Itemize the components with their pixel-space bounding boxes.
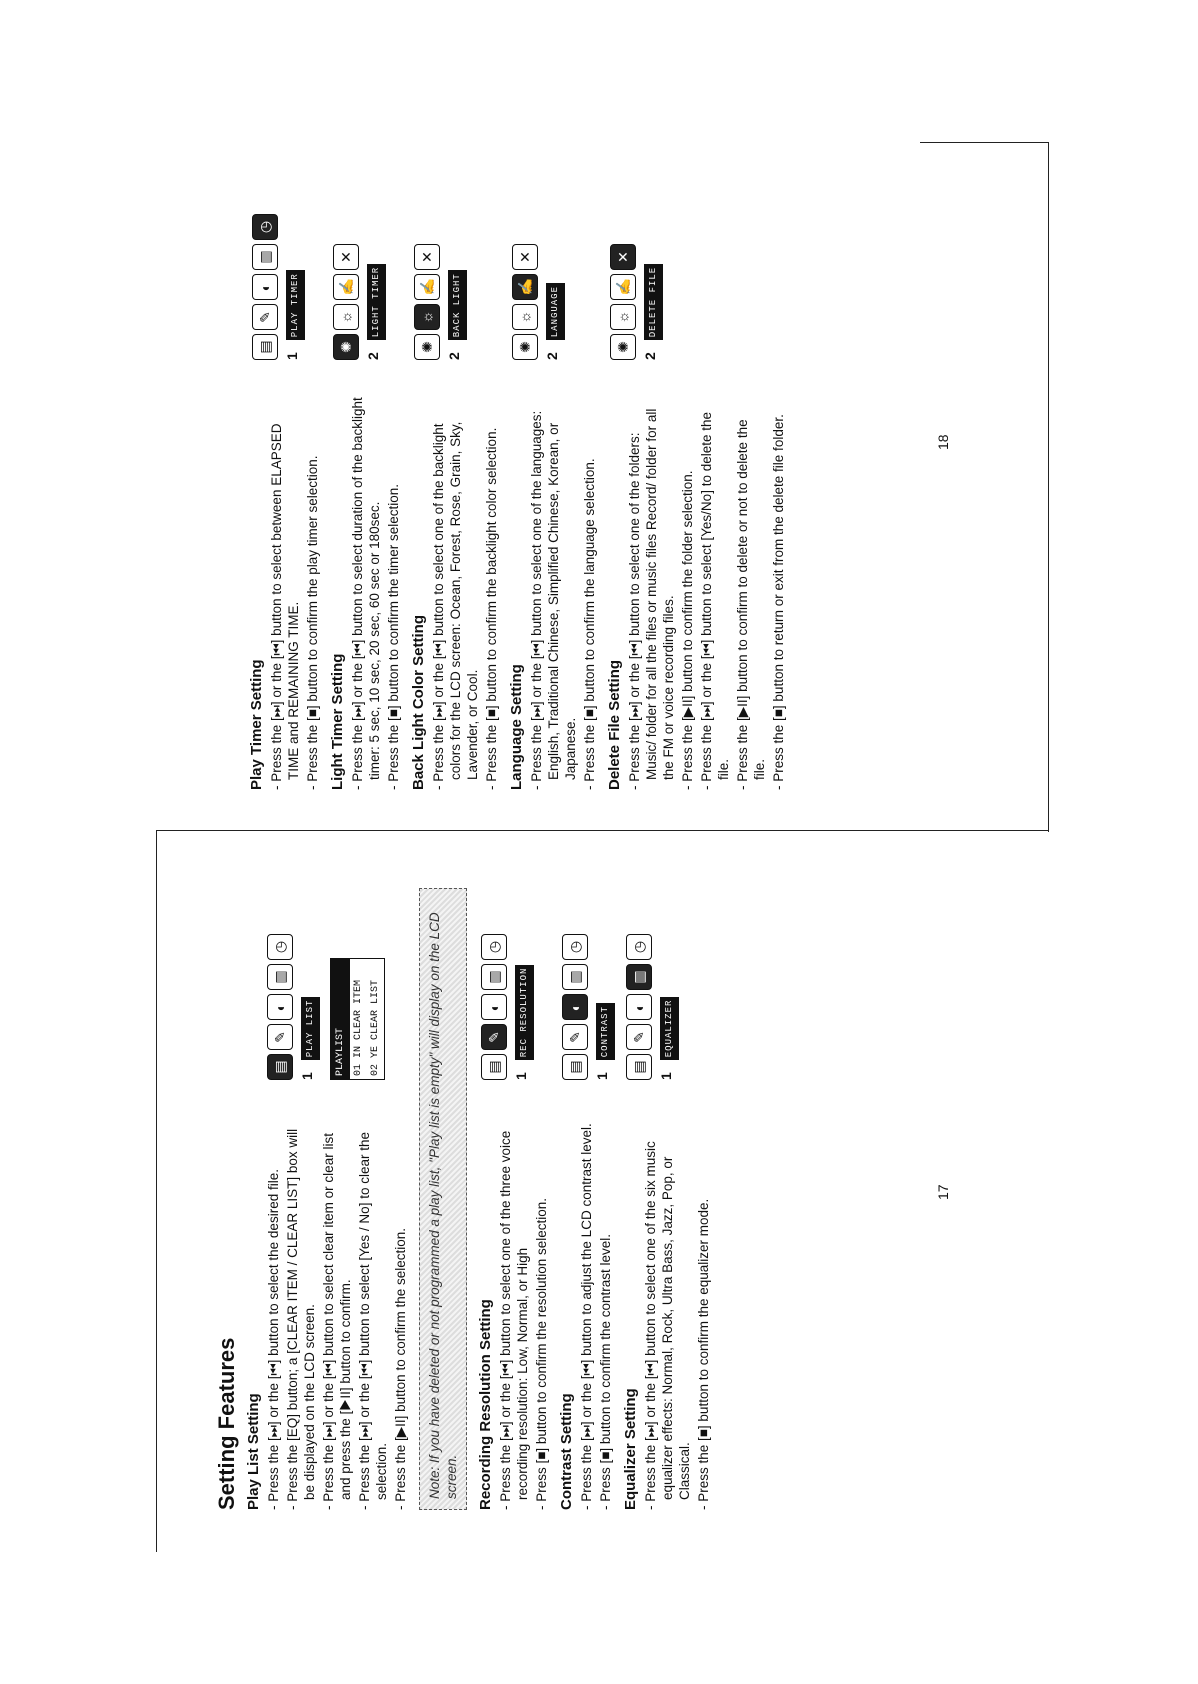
equalizer-icon: ▥ [481, 964, 507, 990]
menu-figure [481, 934, 534, 1080]
page-number: 17 [935, 1184, 951, 1200]
clock-icon: ◷ [252, 214, 278, 240]
contrast-icon: ◐ [626, 994, 652, 1020]
figure-number: 2 [642, 352, 658, 360]
lcd-label: EQUALIZER [660, 997, 679, 1061]
lcd-label: LIGHT TIMER [367, 264, 386, 340]
document-icon: ▤ [267, 1054, 293, 1080]
equalizer-icon: ▥ [252, 244, 278, 270]
delete-file-icon: ✕ [414, 244, 440, 270]
bullet: - Press the [⏭] or the [⏮] button to select one of the six music equalizer effects: Normal, Rock, Ultra Bass, Jazz, Pop, or Classical. [643, 1141, 692, 1510]
pencil-icon: ✍ [414, 274, 440, 300]
clock-icon: ◷ [267, 934, 293, 960]
page-number: 18 [935, 434, 951, 450]
playlist-box [330, 958, 385, 1080]
bullet: - Press the [■] button to return or exit from the delete file folder. [771, 414, 786, 790]
delete-file-icon: ✕ [512, 244, 538, 270]
figure-number: 1 [299, 1072, 315, 1080]
bullet: - Press the [⏭] or the [⏮] button to select [Yes / No] to clear the selection. [357, 1132, 389, 1510]
bullet: - Press the [⏭] or the [⏮] button to select one of the backlight colors for the LCD screen: Ocean, Forest, Rose, Grain, Sky, Lavender, or Cool. [431, 421, 480, 790]
page-title: Setting Features [214, 1337, 239, 1510]
contrast-icon: ◐ [267, 994, 293, 1020]
section-heading: Light Timer Setting [329, 653, 346, 790]
bullet: - Press the [▶II] button to confirm the selection. [393, 1227, 408, 1510]
figure-number: 2 [365, 352, 381, 360]
pencil-icon: ✍ [333, 274, 359, 300]
bullet: - Press the [EQ] button; a [CLEAR ITEM / CLEAR LIST] box will be displayed on the LCD screen. [285, 1128, 317, 1510]
menu-figure [610, 244, 663, 360]
lcd-label: PLAY LIST [301, 997, 320, 1061]
document-icon: ▤ [481, 1054, 507, 1080]
section-language [508, 140, 598, 790]
section-heading: Play Timer Setting [248, 659, 265, 790]
bullet: - Press the [⏭] or the [⏮] button to select between ELAPSED TIME and REMAINING TIME. [269, 423, 301, 790]
bullet: - Press the [⏭] or the [⏮] button to select one of the three voice recording resolution: Low, Normal, or High [498, 1130, 530, 1510]
tools-icon: ✎ [562, 1024, 588, 1050]
clock-icon: ◷ [562, 934, 588, 960]
sun-icon: ☼ [414, 304, 440, 330]
bullet: - Press the [■] button to confirm the equalizer mode. [696, 1198, 711, 1510]
page-18 [240, 140, 793, 790]
section-delete-file [606, 140, 787, 790]
clock-icon: ◷ [481, 934, 507, 960]
document-icon: ▤ [252, 334, 278, 360]
rotated-spread [200, 120, 980, 1530]
equalizer-icon: ▥ [562, 964, 588, 990]
bullet: - Press the [▶II] button to confirm to delete or not to delete the file. [735, 419, 767, 790]
contrast-icon: ◐ [562, 994, 588, 1020]
lcd-label: LANGUAGE [546, 283, 565, 340]
bullet: - Press the [⏭] or the [⏮] button to adjust the LCD contrast level. [579, 1123, 594, 1510]
menu-figure [267, 934, 385, 1080]
light-icon: ✺ [512, 334, 538, 360]
menu-figure [252, 214, 305, 360]
bullet: - Press the [■] button to confirm the language selection. [582, 458, 597, 790]
section-play-timer [248, 140, 321, 790]
lcd-label: DELETE FILE [644, 264, 663, 340]
page-17 [200, 860, 718, 1510]
section-back-light-color [410, 140, 500, 790]
clock-icon: ◷ [626, 934, 652, 960]
section-equalizer [622, 860, 712, 1510]
sun-icon: ☼ [610, 304, 636, 330]
bullet: - Press the [■] button to confirm the backlight color selection. [484, 427, 499, 790]
section-heading: Language Setting [508, 664, 525, 790]
menu-figure [414, 244, 467, 360]
section-recording-resolution [477, 860, 550, 1510]
page-border [156, 830, 157, 1552]
document-icon: ▤ [562, 1054, 588, 1080]
section-heading: Back Light Color Setting [410, 614, 427, 790]
lcd-label: CONTRAST [596, 1003, 615, 1060]
contrast-icon: ◐ [252, 274, 278, 300]
light-icon: ✺ [610, 334, 636, 360]
bullet: - Press the [⏭] or the [⏮] button to select one of the languages: English, Traditional Chinese, Simplified Chinese, Korean, or Japanese. [529, 410, 578, 790]
pencil-icon: ✍ [512, 274, 538, 300]
bullet: - Press the [⏭] or the [⏮] button to select duration of the backlight timer: 5 sec, 10 sec, 20 sec, 60 sec or 180sec. [350, 397, 382, 790]
tools-icon: ✎ [252, 304, 278, 330]
bullet: - Press the [⏭] or the [⏮] button to select one of the folders: Music/ folder for all the files or music files Record/ folder for all the FM or voice recording files. [627, 408, 676, 790]
equalizer-icon: ▥ [626, 964, 652, 990]
playlist-row: 01 IN CLEAR ITEM [353, 979, 364, 1076]
bullet: - Press the [⏭] or the [⏮] button to select the desired file. [266, 1169, 281, 1510]
figure-number: 1 [594, 1072, 610, 1080]
bullet: - Press the [⏭] or the [⏮] button to select clear item or clear list and press the [▶II] button to confirm. [321, 1133, 353, 1510]
equalizer-icon: ▥ [267, 964, 293, 990]
tools-icon: ✎ [481, 1024, 507, 1050]
playlist-header: PLAYLIST [331, 959, 350, 1079]
bullet: - Press [■] button to confirm the contrast level. [598, 1233, 613, 1510]
bullet: - Press the [■] button to confirm the play timer selection. [305, 455, 320, 790]
menu-figure [333, 244, 386, 360]
note-box: Note: If you have deleted or not programmed a play list, "Play list is empty" will display on the LCD screen. [419, 888, 467, 1510]
menu-figure [626, 934, 679, 1080]
tools-icon: ✎ [267, 1024, 293, 1050]
playlist-row: 02 YE CLEAR LIST [370, 979, 381, 1076]
delete-file-icon: ✕ [610, 244, 636, 270]
figure-number: 1 [284, 352, 300, 360]
figure-number: 1 [658, 1072, 674, 1080]
sun-icon: ☼ [333, 304, 359, 330]
bullet: - Press the [■] button to confirm the timer selection. [386, 483, 401, 790]
contrast-icon: ◐ [481, 994, 507, 1020]
section-heading: Contrast Setting [558, 1393, 575, 1510]
section-light-timer [329, 140, 402, 790]
bullet: - Press [■] button to confirm the resolution selection. [534, 1197, 549, 1510]
menu-figure [512, 244, 565, 360]
section-heading: Play List Setting [245, 1393, 262, 1510]
light-icon: ✺ [414, 334, 440, 360]
lcd-label: REC RESOLUTION [515, 965, 534, 1061]
sun-icon: ☼ [512, 304, 538, 330]
section-heading: Equalizer Setting [622, 1388, 639, 1510]
figure-number: 2 [544, 352, 560, 360]
bullet: - Press the [▶II] button to confirm the folder selection. [680, 470, 695, 790]
light-icon: ✺ [333, 334, 359, 360]
document-icon: ▤ [626, 1054, 652, 1080]
menu-figure [562, 934, 615, 1080]
section-heading: Recording Resolution Setting [477, 1299, 494, 1510]
figure-number: 1 [513, 1072, 529, 1080]
delete-file-icon: ✕ [333, 244, 359, 270]
section-heading: Delete File Setting [606, 659, 623, 790]
figure-number: 2 [446, 352, 462, 360]
bullet: - Press the [⏭] or the [⏮] button to select [Yes/No] to delete the file. [699, 411, 731, 790]
section-contrast [558, 860, 614, 1510]
section-play-list [245, 860, 409, 1510]
tools-icon: ✎ [626, 1024, 652, 1050]
lcd-label: PLAY TIMER [286, 270, 305, 340]
pencil-icon: ✍ [610, 274, 636, 300]
lcd-label: BACK LIGHT [448, 270, 467, 340]
